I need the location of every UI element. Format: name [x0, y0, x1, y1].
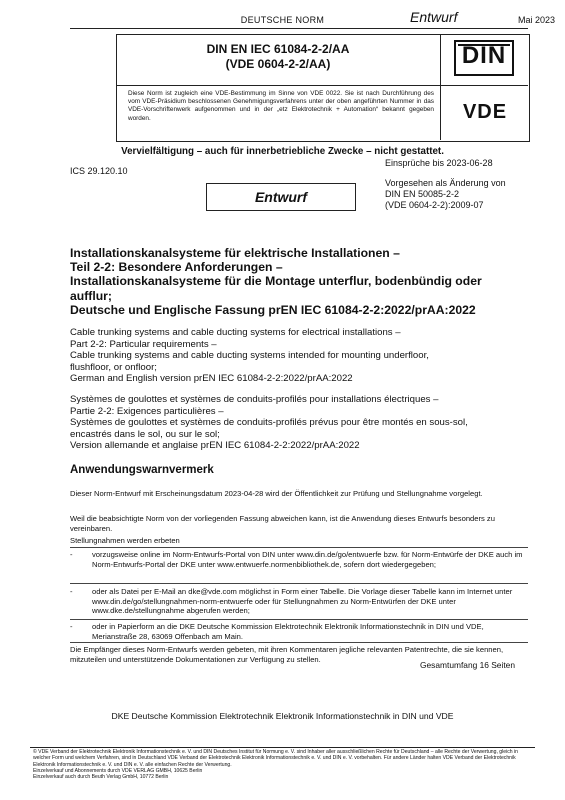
copyright-notice: © VDE Verband der Elektrotechnik Elektronik Informationstechnik e. V. und DIN Deutsches Institut für Normung e. V. sind Inhaber aller ausschließlichen Rechte für Deutschland – alle Rechte der Verwertung, gleich in welcher Form und welchem Verfahren, sind in Deutschland VDE Verband der Elektrotechnik Elektronik Informationstechnik e. V. und DIN e. V. vorbehalten. Für andere Länder halten VDE Verband der Elektrotechnik Elektronik Informationstechnik e. V. und DIN e. V. alle einfachen Rechte der Verwertung. — [33, 749, 518, 768]
title-line: encastrés dans le sol, ou sur le sol; — [70, 428, 220, 440]
norm-label: DEUTSCHE NORM — [240, 15, 325, 25]
din-logo: DIN — [454, 40, 514, 76]
title-line: aufflur; — [70, 288, 112, 303]
vde-logo: VDE — [462, 101, 508, 123]
list-item-text: oder in Papierform an die DKE Deutsche Kommission Elektrotechnik Elektronik Informationstechnik in DIN und VDE, Merianstraße 28, 63069 Offenbach am Main. — [92, 622, 484, 641]
comments-intro: Stellungnahmen werden erbeten — [70, 536, 180, 545]
document-number-din: DIN EN IEC 61084-2-2/AA — [206, 42, 350, 56]
document-number — [116, 42, 440, 72]
title-line: Systèmes de goulottes et systèmes de conduits-profilés pour installations électriques – — [70, 394, 439, 405]
ics-code: ICS 29.120.10 — [70, 166, 128, 176]
total-pages: Gesamtumfang 16 Seiten — [420, 660, 515, 670]
reproduction-note: Vervielfältigung – auch für innerbetriebliche Zwecke – nicht gestattet. — [121, 146, 444, 157]
list-dash: - — [70, 622, 73, 631]
title-line: Cable trunking systems and cable ducting systems intended for mounting underfloor, — [70, 350, 429, 362]
title-english — [70, 327, 528, 385]
divider — [70, 583, 528, 584]
footer-rule — [30, 747, 535, 748]
title-line: Teil 2-2: Besondere Anforderungen – — [70, 260, 283, 275]
title-line: Version allemande et anglaise prEN IEC 61084-2-2:2022/prAA:2022 — [70, 440, 360, 452]
draft-box: Entwurf — [206, 183, 356, 211]
title-line: flushfloor, or onfloor; — [70, 361, 157, 373]
publisher-name: DKE Deutsche Kommission Elektrotechnik Elektronik Informationstechnik in DIN und VDE — [111, 711, 454, 721]
patent-note: Die Empfänger dieses Norm-Entwurfs werden gebeten, mit ihren Kommentaren jegliche relevanten Patentrechte, die sie kennen, mitzuteilen und unterstützende Dokumentationen zur Verfügung zu stellen. — [70, 645, 504, 664]
issue-date: Mai 2023 — [518, 15, 556, 25]
warning-heading: Anwendungswarnvermerk — [70, 464, 214, 476]
title-line: Partie 2-2: Exigences particulières – — [70, 405, 224, 417]
title-line: Installationskanalsysteme für die Montage unterflur, bodenbündig oder — [70, 274, 482, 289]
intended-amendment — [385, 178, 506, 211]
warning-paragraph-2: Weil die beabsichtigte Norm von der vorliegenden Fassung abweichen kann, ist die Anwendung dieses Entwurfs besonders zu vereinbaren. — [70, 514, 495, 533]
title-german — [70, 246, 528, 317]
list-item-text: oder als Datei per E-Mail an dke@vde.com möglichst in Form einer Tabelle. Die Vorlage dieser Tabelle kann im Internet unter www.din.de/go/stellungnahmen-norm-entwuerfe oder für Stellungnahmen zu Norm-Entwürfen der DKE unter www.dke.de/stellungnahme abgerufen werden; — [92, 587, 513, 616]
title-line: Systèmes de goulottes et systèmes de conduits-profilés prévus pour être montés en sous-sol, — [70, 417, 468, 429]
title-line: Cable trunking systems and cable ducting systems for electrical installations – — [70, 327, 401, 338]
sales-line: Einzelverkauf und Abonnements durch VDE VERLAG GMBH, 10625 Berlin — [33, 767, 203, 774]
objection-deadline: Einsprüche bis 2023-06-28 — [385, 158, 493, 168]
vde-statement: Diese Norm ist zugleich eine VDE-Bestimmung im Sinne von VDE 0022. Sie ist nach Durchführung des vom VDE-Präsidium beschlossenen Genehmigungsverfahrens unter der oben angeführten Nummer in das VDE-Vorschriftenwerk aufgenommen und in der „etz Elektrotechnik + Automation“ bekannt gegeben worden. — [128, 90, 434, 122]
divider — [70, 642, 528, 643]
list-dash: - — [70, 587, 73, 596]
sales-line: Einzelverkauf auch durch Beuth Verlag GmbH, 10772 Berlin — [33, 774, 169, 781]
top-rule — [70, 28, 528, 29]
title-french — [70, 394, 528, 452]
intended-line: DIN EN 50085-2-2 — [385, 189, 460, 199]
divider — [70, 619, 528, 620]
title-line: Installationskanalsysteme für elektrische Installationen – — [70, 246, 400, 260]
divider — [70, 547, 528, 548]
intended-line: (VDE 0604-2-2):2009-07 — [385, 200, 484, 210]
list-dash: - — [70, 550, 73, 559]
warning-paragraph-1: Dieser Norm-Entwurf mit Erscheinungsdatum 2023-04-28 wird der Öffentlichkeit zur Prüfung und Stellungnahme vorgelegt. — [70, 489, 483, 498]
status-label: Entwurf — [410, 9, 458, 25]
title-block-divider — [116, 85, 528, 86]
intended-line: Vorgesehen als Änderung von — [385, 178, 506, 188]
logo-column-divider — [440, 34, 441, 140]
title-line: Part 2-2: Particular requirements – — [70, 338, 217, 350]
title-line: Deutsche und Englische Fassung prEN IEC 61084-2-2:2022/prAA:2022 — [70, 302, 476, 317]
list-item-text: vorzugsweise online im Norm-Entwurfs-Portal von DIN unter www.din.de/go/entwuerfe bzw. für Norm-Entwürfe der DKE auch im Norm-Entwurfs-Portal der DKE unter www.entwuerfe.normenbibliothek.de, sofern dort wiedergegeben; — [92, 550, 523, 569]
document-number-vde: (VDE 0604-2-2/AA) — [225, 57, 331, 71]
footer — [33, 749, 533, 780]
title-line: German and English version prEN IEC 61084-2-2:2022/prAA:2022 — [70, 373, 353, 385]
